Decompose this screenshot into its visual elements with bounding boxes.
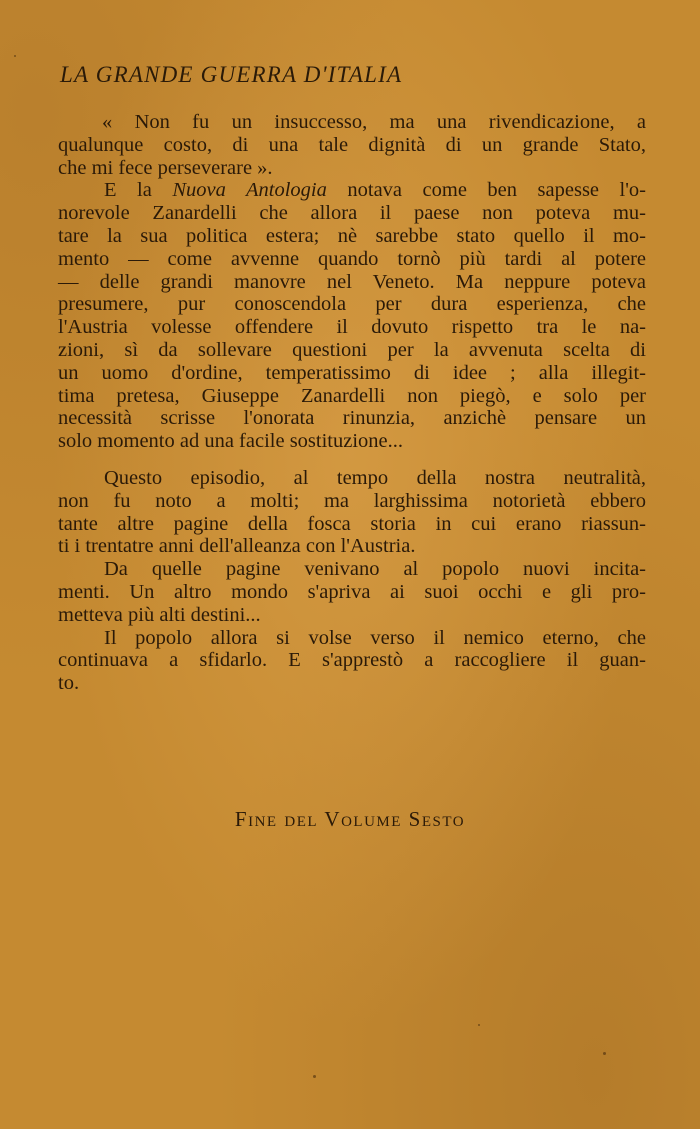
text-line: mento — come avvenne quando tornò più tardi al potere: [58, 247, 646, 270]
text-fragment: E la: [104, 179, 173, 202]
text-line: — delle grandi manovre nel Veneto. Ma neppure poteva: [58, 270, 646, 293]
text-line: solo momento ad una facile sostituzione...: [58, 430, 404, 453]
text-line: ti i trentatre anni dell'alleanza con l'Austria.: [58, 535, 416, 558]
smallcap-rest: INE: [248, 814, 278, 830]
text-line: necessità scrisse l'onorata rinunzia, anzichè pensare un: [58, 407, 646, 430]
text-line: Questo episodio, al tempo della nostra neutralità,: [104, 467, 646, 489]
text-line: un uomo d'ordine, temperatissimo di idee ; alla illegit-: [58, 361, 646, 384]
text-line: zioni, sì da sollevare questioni per la avvenuta scelta di: [58, 338, 646, 361]
text-line: tante altre pagine della fosca storia in cui erano riassun-: [58, 512, 646, 535]
smallcap-initial: F: [234, 807, 249, 831]
text-line: tima pretesa, Giuseppe Zanardelli non piegò, e solo per: [58, 384, 646, 407]
text-line: Il popolo allora si volse verso il nemico eterno, che: [104, 626, 646, 649]
paper-speck: [313, 1075, 316, 1078]
text-line: che mi fece perseverare ».: [58, 156, 273, 179]
text-line: qualunque costo, di una tale dignità di un grande Stato,: [58, 133, 646, 156]
smallcap-rest: DEL: [284, 814, 319, 830]
text-line: tare la sua politica estera; nè sarebbe stato quello il mo-: [58, 224, 646, 247]
periodical-title: Nuova Antologia: [172, 179, 327, 202]
paragraph-block-quote: [58, 111, 646, 453]
text-line: l'Austria volesse offendere il dovuto rispetto tra le na-: [58, 316, 646, 339]
running-head: LA GRANDE GUERRA D'ITALIA: [60, 62, 403, 87]
paper-speck: [14, 55, 16, 57]
text-line: norevole Zanardelli che allora il paese non poteva mu-: [58, 202, 646, 225]
text-line: Da quelle pagine venivano al popolo nuovi incita-: [104, 558, 646, 581]
text-line: presumere, pur conoscendola per dura esperienza, che: [58, 293, 646, 316]
smallcap-rest: OLUME: [341, 814, 402, 830]
paragraph-block-closing: [58, 467, 646, 695]
smallcap-initial: S: [408, 807, 422, 831]
smallcap-rest: ESTO: [421, 814, 466, 830]
text-line: metteva più alti destini...: [58, 603, 261, 626]
text-line: « Non fu un insuccesso, ma una rivendicazione, a: [102, 111, 646, 133]
smallcap-initial: V: [324, 807, 342, 831]
text-line: non fu noto a molti; ma larghissima notorietà ebbero: [58, 489, 646, 512]
paper-speck: [478, 1024, 480, 1026]
text-line-with-title: [58, 179, 646, 202]
text-line: menti. Un altro mondo s'apriva ai suoi occhi e gli pro-: [58, 580, 646, 603]
end-of-volume-mark: [0, 807, 700, 832]
text-line: continuava a sfidarlo. E s'apprestò a raccogliere il guan-: [58, 649, 646, 672]
text-line: to.: [58, 672, 80, 695]
text-fragment: notava come ben sapesse l'o-: [326, 179, 646, 202]
paper-speck: [603, 1052, 606, 1055]
